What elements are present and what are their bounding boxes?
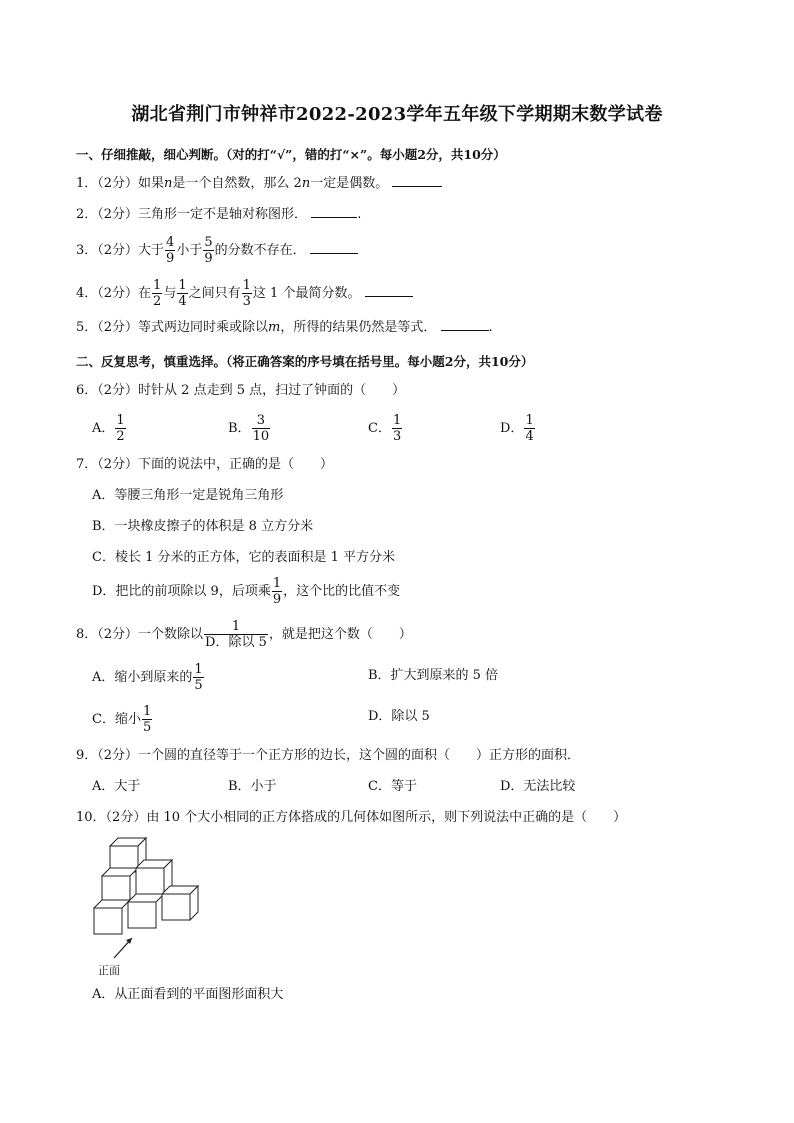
q5-var-m: m bbox=[268, 320, 281, 335]
q5-period: . bbox=[488, 320, 493, 335]
q1-text-pre: 1．（2分）如果 bbox=[76, 176, 165, 191]
question-10: 10．（2分）由 10 个大小相同的正方体搭成的几何体如图所示，则下列说法中正确的是（ ） bbox=[76, 810, 627, 825]
q7-option-c[interactable]: C．棱长 1 分米的正方体，它的表面积是 1 平方分米 bbox=[92, 550, 396, 565]
q6-option-a[interactable]: A． $\frac{1}{2}$ bbox=[92, 413, 125, 444]
q5-text-post: ，所得的结果仍然是等式． bbox=[280, 320, 437, 335]
fraction: $\frac{1}{4}$ bbox=[178, 278, 187, 309]
q9-option-c[interactable]: C．等于 bbox=[368, 779, 417, 794]
q8-option-c[interactable]: C．缩小 $\frac{1}{5}$ bbox=[92, 704, 152, 735]
question-6: 6．（2分）时针从 2 点走到 5 点，扫过了钟面的（ ） bbox=[76, 383, 406, 398]
figure-caption-front: 正面 bbox=[98, 964, 120, 977]
cube-stack-figure bbox=[92, 834, 212, 964]
answer-blank[interactable] bbox=[441, 318, 489, 331]
q7-option-d[interactable]: D．把比的前项除以 9，后项乘 $\frac{1}{9}$ ，这个比的比值不变 bbox=[92, 576, 401, 607]
fraction: $\frac{4}{9}$ bbox=[166, 235, 175, 266]
q4-text-post: 这 1 个最简分数。 bbox=[252, 286, 361, 301]
q7-option-a[interactable]: A．等腰三角形一定是锐角三角形 bbox=[92, 488, 284, 503]
q5-text-pre: 5．（2分）等式两边同时乘或除以 bbox=[76, 320, 269, 335]
q2-period: . bbox=[357, 207, 362, 222]
q3-text-mid: 小于 bbox=[176, 243, 203, 258]
question-2 bbox=[76, 205, 361, 225]
question-7: 7．（2分）下面的说法中，正确的是（ ） bbox=[76, 457, 334, 472]
q9-option-b[interactable]: B．小于 bbox=[228, 779, 277, 794]
q8-option-b[interactable]: B．扩大到原来的 5 倍 bbox=[368, 668, 499, 683]
q2-text: 2．（2分）三角形一定不是轴对称图形． bbox=[76, 207, 308, 222]
q6-option-c[interactable]: C． $\frac{1}{3}$ bbox=[368, 413, 402, 444]
q3-text-pre: 3．（2分）大于 bbox=[76, 243, 165, 258]
section-2-heading: 二、反复思考，慎重选择。（将正确答案的序号填在括号里。每小题2分，共10分） bbox=[76, 354, 534, 369]
q1-var-n: n bbox=[164, 176, 173, 191]
question-1 bbox=[76, 174, 442, 194]
q4-text-mid1: 与 bbox=[163, 286, 177, 301]
q1-text-mid: 是一个自然数，那么 2 bbox=[172, 176, 302, 191]
question-4 bbox=[76, 279, 413, 308]
question-3 bbox=[76, 236, 358, 265]
section-1-heading: 一、仔细推敲，细心判断。（对的打“√”，错的打“×”。每小题2分，共10分） bbox=[76, 147, 506, 162]
answer-blank[interactable] bbox=[311, 205, 357, 218]
q9-option-d[interactable]: D．无法比较 bbox=[500, 779, 576, 794]
q6-option-d[interactable]: D． $\frac{1}{4}$ bbox=[500, 413, 534, 444]
q8-option-d[interactable]: D．除以 5 bbox=[368, 709, 430, 724]
q8-option-a[interactable]: A．缩小到原来的 $\frac{1}{5}$ bbox=[92, 662, 203, 693]
q3-text-post: 的分数不存在． bbox=[214, 243, 306, 258]
question-8: 8．（2分）一个数除以 $\frac{1}{\text{D．除以 5}}$ ，就是把这个数（ ） bbox=[76, 619, 412, 650]
fraction: $\frac{5}{9}$ bbox=[204, 235, 213, 266]
fraction: $\frac{1}{2}$ bbox=[153, 278, 162, 309]
q6-option-b[interactable]: B． $\frac{3}{10}$ bbox=[228, 413, 270, 444]
q4-text-mid2: 之间只有 bbox=[188, 286, 241, 301]
q1-text-post: 一定是偶数。 bbox=[310, 176, 389, 191]
answer-blank[interactable] bbox=[310, 241, 358, 254]
question-5 bbox=[76, 318, 493, 338]
q9-option-a[interactable]: A．大于 bbox=[92, 779, 141, 794]
q1-var-n2: n bbox=[301, 176, 311, 191]
answer-blank[interactable] bbox=[365, 284, 413, 297]
fraction: $\frac{1}{3}$ bbox=[242, 278, 251, 309]
q10-option-a[interactable]: A．从正面看到的平面图形面积大 bbox=[92, 987, 284, 1002]
fraction: $\frac{1}{\text{D．除以 5}}$ bbox=[205, 619, 267, 650]
page-title: 湖北省荆门市钟祥市2022-2023学年五年级下学期期末数学试卷 bbox=[131, 104, 663, 125]
q4-text-pre: 4．（2分）在 bbox=[76, 286, 152, 301]
answer-blank[interactable] bbox=[392, 174, 442, 187]
q7-option-b[interactable]: B．一块橡皮擦子的体积是 8 立方分米 bbox=[92, 519, 314, 534]
question-9: 9．（2分）一个圆的直径等于一个正方形的边长，这个圆的面积（ ）正方形的面积． bbox=[76, 748, 581, 763]
